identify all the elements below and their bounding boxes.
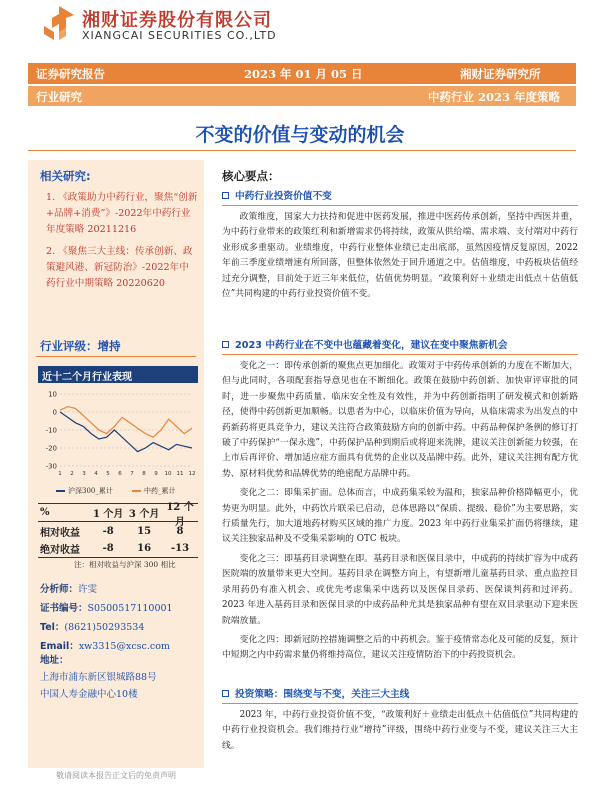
- y-tick-label: -10: [45, 426, 57, 435]
- table-row: 绝对收益 -8 16 -13: [38, 540, 198, 558]
- x-tick-label: 12: [188, 471, 196, 477]
- checkbox-square-icon: [222, 690, 229, 697]
- x-tick-label: 3: [82, 471, 86, 477]
- report-strategy: 中药行业 2023 年度策略: [428, 90, 561, 104]
- company-name-en: XIANGCAI SECURITIES CO.,LTD: [82, 29, 277, 42]
- report-date: 2023 年 01 月 05 日: [244, 67, 363, 81]
- performance-heading: 近十二个月行业表现: [38, 366, 198, 383]
- paragraph: 变化之四：即新冠防控措施调整之后的中药机会。鉴于疫情常态化及可能的反复，预计中短期之内中药需求量仍将维持高位，建议关注疫情防治下的中药投资机会。: [222, 634, 578, 661]
- legend-item-tcm: 中药_累计: [132, 486, 176, 496]
- y-tick-label: 10: [48, 390, 57, 399]
- paragraph: 变化之一：即传承创新的聚焦点更加细化。政策对于中药传承创新的力度在不断加大，但与此同时，各项配套指导意见也在不断细化。政策在鼓励中药创新、加快审评审批的同时，进一步聚焦中药质量、临床安全性及有效性，并为中药创新指明了研发模式和创新路径，使得中药创新更加顺畅。以患者为中心，以临床价值为导向，从临床需求为出发点的中药新药将更具竞争力，建议关注符合政策鼓励方向的创新中药。中药品种保护条例的修订打破了中药保护“一保永逸”，中药保护品种到期后或将迎来洗牌，建议关注创新能力较强，在上市后再评价、增加适应症方面具有优势的企业以及品牌中药。此外，建议关注拥有配方优势、原材料优势和品牌优势的绝密配方品牌中药。: [222, 361, 578, 479]
- title-divider: [28, 150, 576, 151]
- institute-name: 湘财证券研究所: [460, 67, 541, 81]
- section-divider: [222, 703, 578, 704]
- y-tick-label: 0: [52, 408, 57, 417]
- x-tick-label: 6: [118, 471, 122, 477]
- x-tick-label: 2: [70, 471, 74, 477]
- legend-item-hs300: 沪深300_累计: [56, 486, 113, 496]
- x-tick-label: 7: [130, 471, 134, 477]
- y-tick-label: -30: [45, 462, 57, 471]
- related-heading: 相关研究:: [40, 169, 91, 183]
- section-heading: 2023 中药行业在不变中也蕴藏着变化，建议在变中聚焦新机会: [222, 337, 578, 351]
- y-tick-label: -20: [45, 444, 57, 453]
- related-list: [46, 190, 198, 298]
- related-item[interactable]: 2. 《聚焦三大主线：传承创新、政策避风港、新冠防治》-2022年中药行业中期策略 20220620: [46, 246, 193, 289]
- report-category: 行业研究: [36, 90, 82, 104]
- disclaimer-footer: 敬请阅读本报告正文后的免责声明: [56, 771, 176, 780]
- checkbox-square-icon: [222, 341, 229, 348]
- paragraph: 变化之三：即基药目录调整在即。基药目录和医保目录中，中成药的持续扩容为中成药医院端的放量带来更大空间。基药目录在调整方向上，有望新增儿童基药目录、重点监控目录用药仍有准入机会、或优先考虑集采中选药以及医保目录药、医保谈判药和过评药。2023 年进入基药目录和医保目录的中成药品种尤其是独家品种有望在双目录驱动下迎来医院端放量。: [222, 553, 578, 626]
- section-changes: [222, 337, 578, 664]
- table-header-row: % 1 个月 3 个月 12 个月: [38, 504, 198, 522]
- page-title: 不变的价值与变动的机会: [195, 124, 405, 146]
- header-bar-top: [28, 63, 576, 84]
- series-line: [60, 407, 192, 438]
- paragraph: 政策维度，国家大力扶持和促进中医药发展，推进中医药传承创新，坚持中西医并重，为中药行业带来的政策红利和新增需求仍将持续，政策从供给端、需求端、支付端对中药行业形成多重驱动。业绩维度，中药行业整体业绩已走出底部，虽然因疫情反复原因，2022 年前三季度业绩增速有所回落，但整体依然处于回升通道之中。估值维度，中药板块估值经过充分调整，目前处于近三年来低位，估值优势明显。“政策利好＋业绩走出低点＋估值低位”共同构建的中药行业投资价值不变。: [222, 212, 578, 300]
- report-header: [0, 0, 600, 58]
- x-tick-label: 5: [106, 471, 110, 477]
- address-info: 地址： 上海市浦东新区银城路88号 中国人寿金融中心10楼: [40, 655, 157, 700]
- x-tick-label: 4: [94, 471, 98, 477]
- section-heading: 中药行业投资价值不变: [222, 188, 578, 202]
- cert-number: S0500517110001: [87, 603, 173, 614]
- section-divider: [222, 205, 578, 206]
- performance-table: [38, 503, 198, 558]
- x-tick-label: 8: [142, 471, 146, 477]
- report-type: 证券研究报告: [36, 67, 105, 81]
- core-heading: 核心要点：: [222, 169, 280, 183]
- section-strategy: [222, 686, 578, 754]
- x-tick-label: 9: [154, 471, 158, 477]
- rating-divider: [36, 356, 196, 357]
- analyst-name: 许雯: [78, 584, 98, 595]
- series-line: [60, 412, 192, 452]
- sidebar: [28, 160, 204, 768]
- x-tick-label: 10: [164, 471, 172, 477]
- industry-rating: 行业评级：增持: [40, 339, 121, 353]
- performance-chart: [38, 386, 198, 486]
- analyst-info: 分析师：许雯 证书编号：S0500517110001 Tel：(8621)50293534 Email：xw3315@xcsc.com: [40, 584, 173, 652]
- x-tick-label: 1: [58, 471, 62, 477]
- xiangcai-logo-icon: [44, 6, 74, 40]
- table-note: 注：相对收益与沪深 300 相比: [74, 560, 176, 569]
- table-row: 相对收益 -8 15 8: [40, 525, 184, 539]
- header-bar-bottom: [28, 86, 576, 106]
- paragraph: 变化之二：即集采扩面。总体而言，中成药集采较为温和，独家品种价格降幅更小，优势更为明显。此外，中药饮片联采已启动，总体思路以“保质、提级、稳价”为主要思路，实行质量先行，加大道地药材购买区域的推广力度。2023 年中药行业集采扩面仍将继续，建议关注独家品种及不受集采影响的 OTC 板块。: [222, 488, 578, 545]
- x-tick-label: 11: [176, 471, 184, 477]
- tel-number: (8621)50293534: [64, 622, 145, 633]
- section-value: [222, 188, 578, 302]
- company-name-cn: 湘财证券股份有限公司: [82, 10, 272, 31]
- section-divider: [222, 354, 578, 355]
- paragraph: 2023 年，中药行业投资价值不变，“政策利好＋业绩走出低点＋估值低位”共同构建的中药行业投资机会。我们维持行业“增持”评级，围绕中药行业变与不变，建议关注三大主线。: [222, 710, 578, 751]
- checkbox-square-icon: [222, 192, 229, 199]
- email-link[interactable]: xw3315@xcsc.com: [78, 641, 170, 652]
- related-item[interactable]: 1. 《政策助力中药行业，聚焦“创新+品牌+消费”》-2022年中药行业年度策略 20211216: [46, 192, 198, 235]
- section-heading: 投资策略：围绕变与不变，关注三大主线: [222, 686, 578, 700]
